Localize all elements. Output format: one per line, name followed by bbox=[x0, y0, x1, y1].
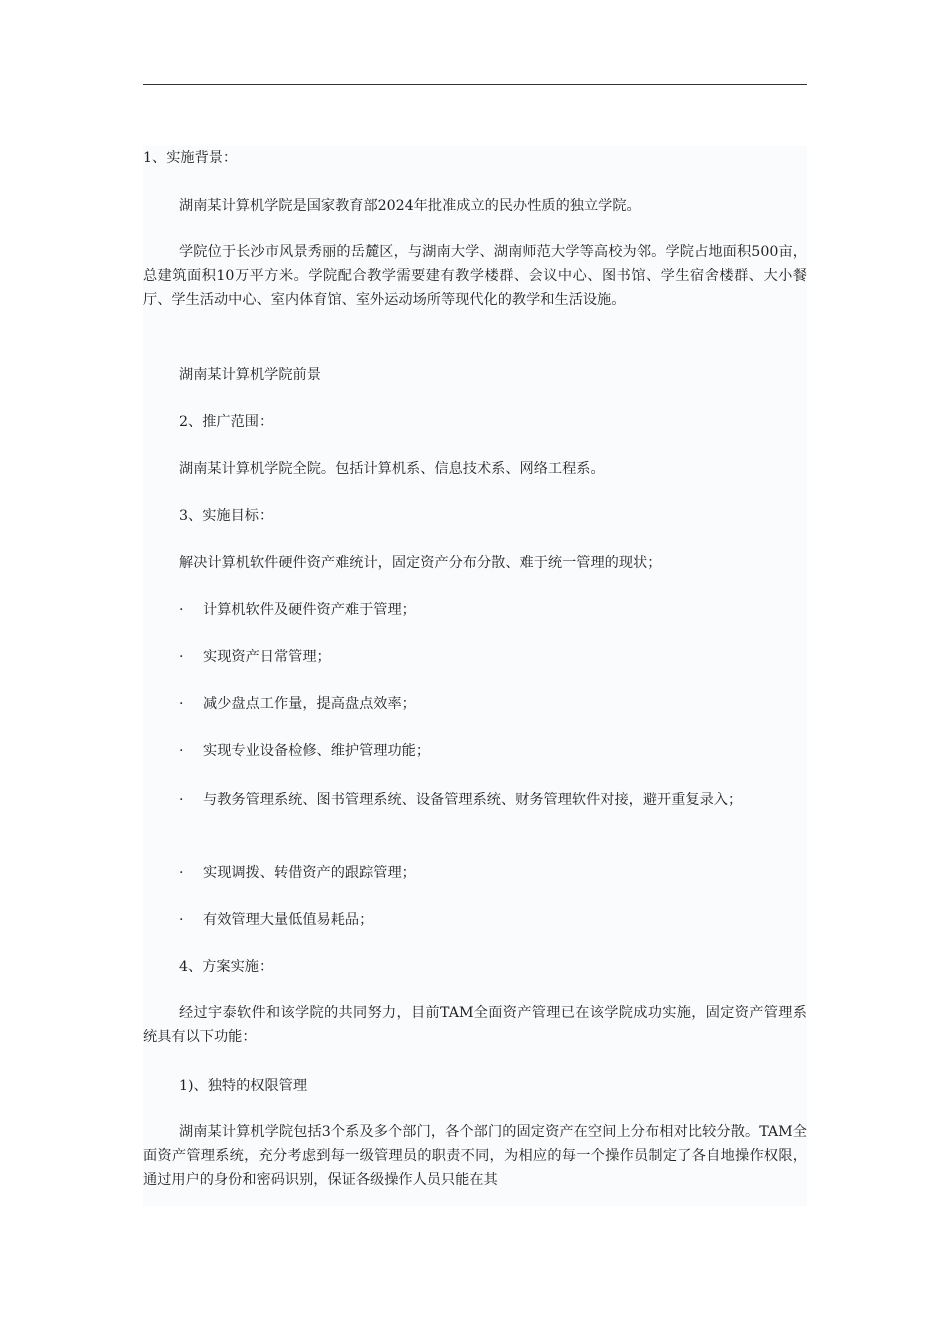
section-heading-implementation: 4、方案实施： bbox=[179, 959, 274, 975]
goal-text: 减少盘点工作量，提高盘点效率； bbox=[203, 696, 416, 712]
bullet-icon: · bbox=[179, 792, 184, 808]
goals-intro: 解决计算机软件硬件资产难统计，固定资产分布分散、难于统一管理的现状； bbox=[179, 555, 662, 571]
subsection-heading-permissions: 1)、独特的权限管理 bbox=[179, 1078, 308, 1094]
bullet-icon: · bbox=[179, 865, 184, 881]
bullet-icon: · bbox=[179, 649, 184, 665]
permissions-paragraph: 湖南某计算机学院包括3个系及多个部门，各个部门的固定资产在空间上分布相对比较分散。TAM全面资产管理系统，充分考虑到每一级管理员的职责不同，为相应的每一个操作员制定了各自地操作权限，通过用户的身份和密码识别，保证各级操作人员只能在其 bbox=[143, 1124, 807, 1188]
goal-item bbox=[179, 692, 807, 716]
bullet-icon: · bbox=[179, 602, 184, 618]
implementation-paragraph: 经过宇泰软件和该学院的共同努力，目前TAM全面资产管理已在该学院成功实施，固定资产管理系统具有以下功能： bbox=[143, 1005, 807, 1045]
goal-text: 实现调拨、转借资产的跟踪管理； bbox=[203, 865, 416, 881]
section-heading-scope: 2、推广范围： bbox=[179, 414, 274, 430]
section-heading-goals: 3、实施目标： bbox=[179, 508, 274, 524]
bullet-icon: · bbox=[179, 696, 184, 712]
background-paragraph-3: 湖南某计算机学院前景 bbox=[179, 367, 321, 383]
goal-item bbox=[179, 861, 807, 885]
document-body bbox=[143, 146, 807, 1206]
goal-text: 与教务管理系统、图书管理系统、设备管理系统、财务管理软件对接，避开重复录入； bbox=[203, 792, 743, 808]
goal-item bbox=[179, 908, 807, 932]
goal-item bbox=[179, 739, 807, 763]
background-paragraph-1: 湖南某计算机学院是国家教育部2024年批准成立的民办性质的独立学院。 bbox=[179, 198, 641, 214]
goal-item bbox=[179, 598, 807, 622]
goal-text: 实现资产日常管理； bbox=[203, 649, 331, 665]
bullet-icon: · bbox=[179, 743, 184, 759]
section-heading-background: 1、实施背景： bbox=[143, 150, 238, 166]
goal-item bbox=[179, 645, 807, 669]
header-rule bbox=[143, 84, 807, 85]
goal-text: 有效管理大量低值易耗品； bbox=[203, 912, 374, 928]
goal-text: 计算机软件及硬件资产难于管理； bbox=[203, 602, 416, 618]
scope-paragraph: 湖南某计算机学院全院。包括计算机系、信息技术系、网络工程系。 bbox=[179, 461, 605, 477]
background-paragraph-2: 学院位于长沙市风景秀丽的岳麓区，与湖南大学、湖南师范大学等高校为邻。学院占地面积500亩，总建筑面积10万平方米。学院配合教学需要建有教学楼群、会议中心、图书馆、学生宿舍楼群、大小餐厅、学生活动中心、室内体育馆、室外运动场所等现代化的教学和生活设施。 bbox=[143, 244, 807, 308]
bullet-icon: · bbox=[179, 912, 184, 928]
goal-text: 实现专业设备检修、维护管理功能； bbox=[203, 743, 431, 759]
goal-item bbox=[143, 788, 807, 812]
